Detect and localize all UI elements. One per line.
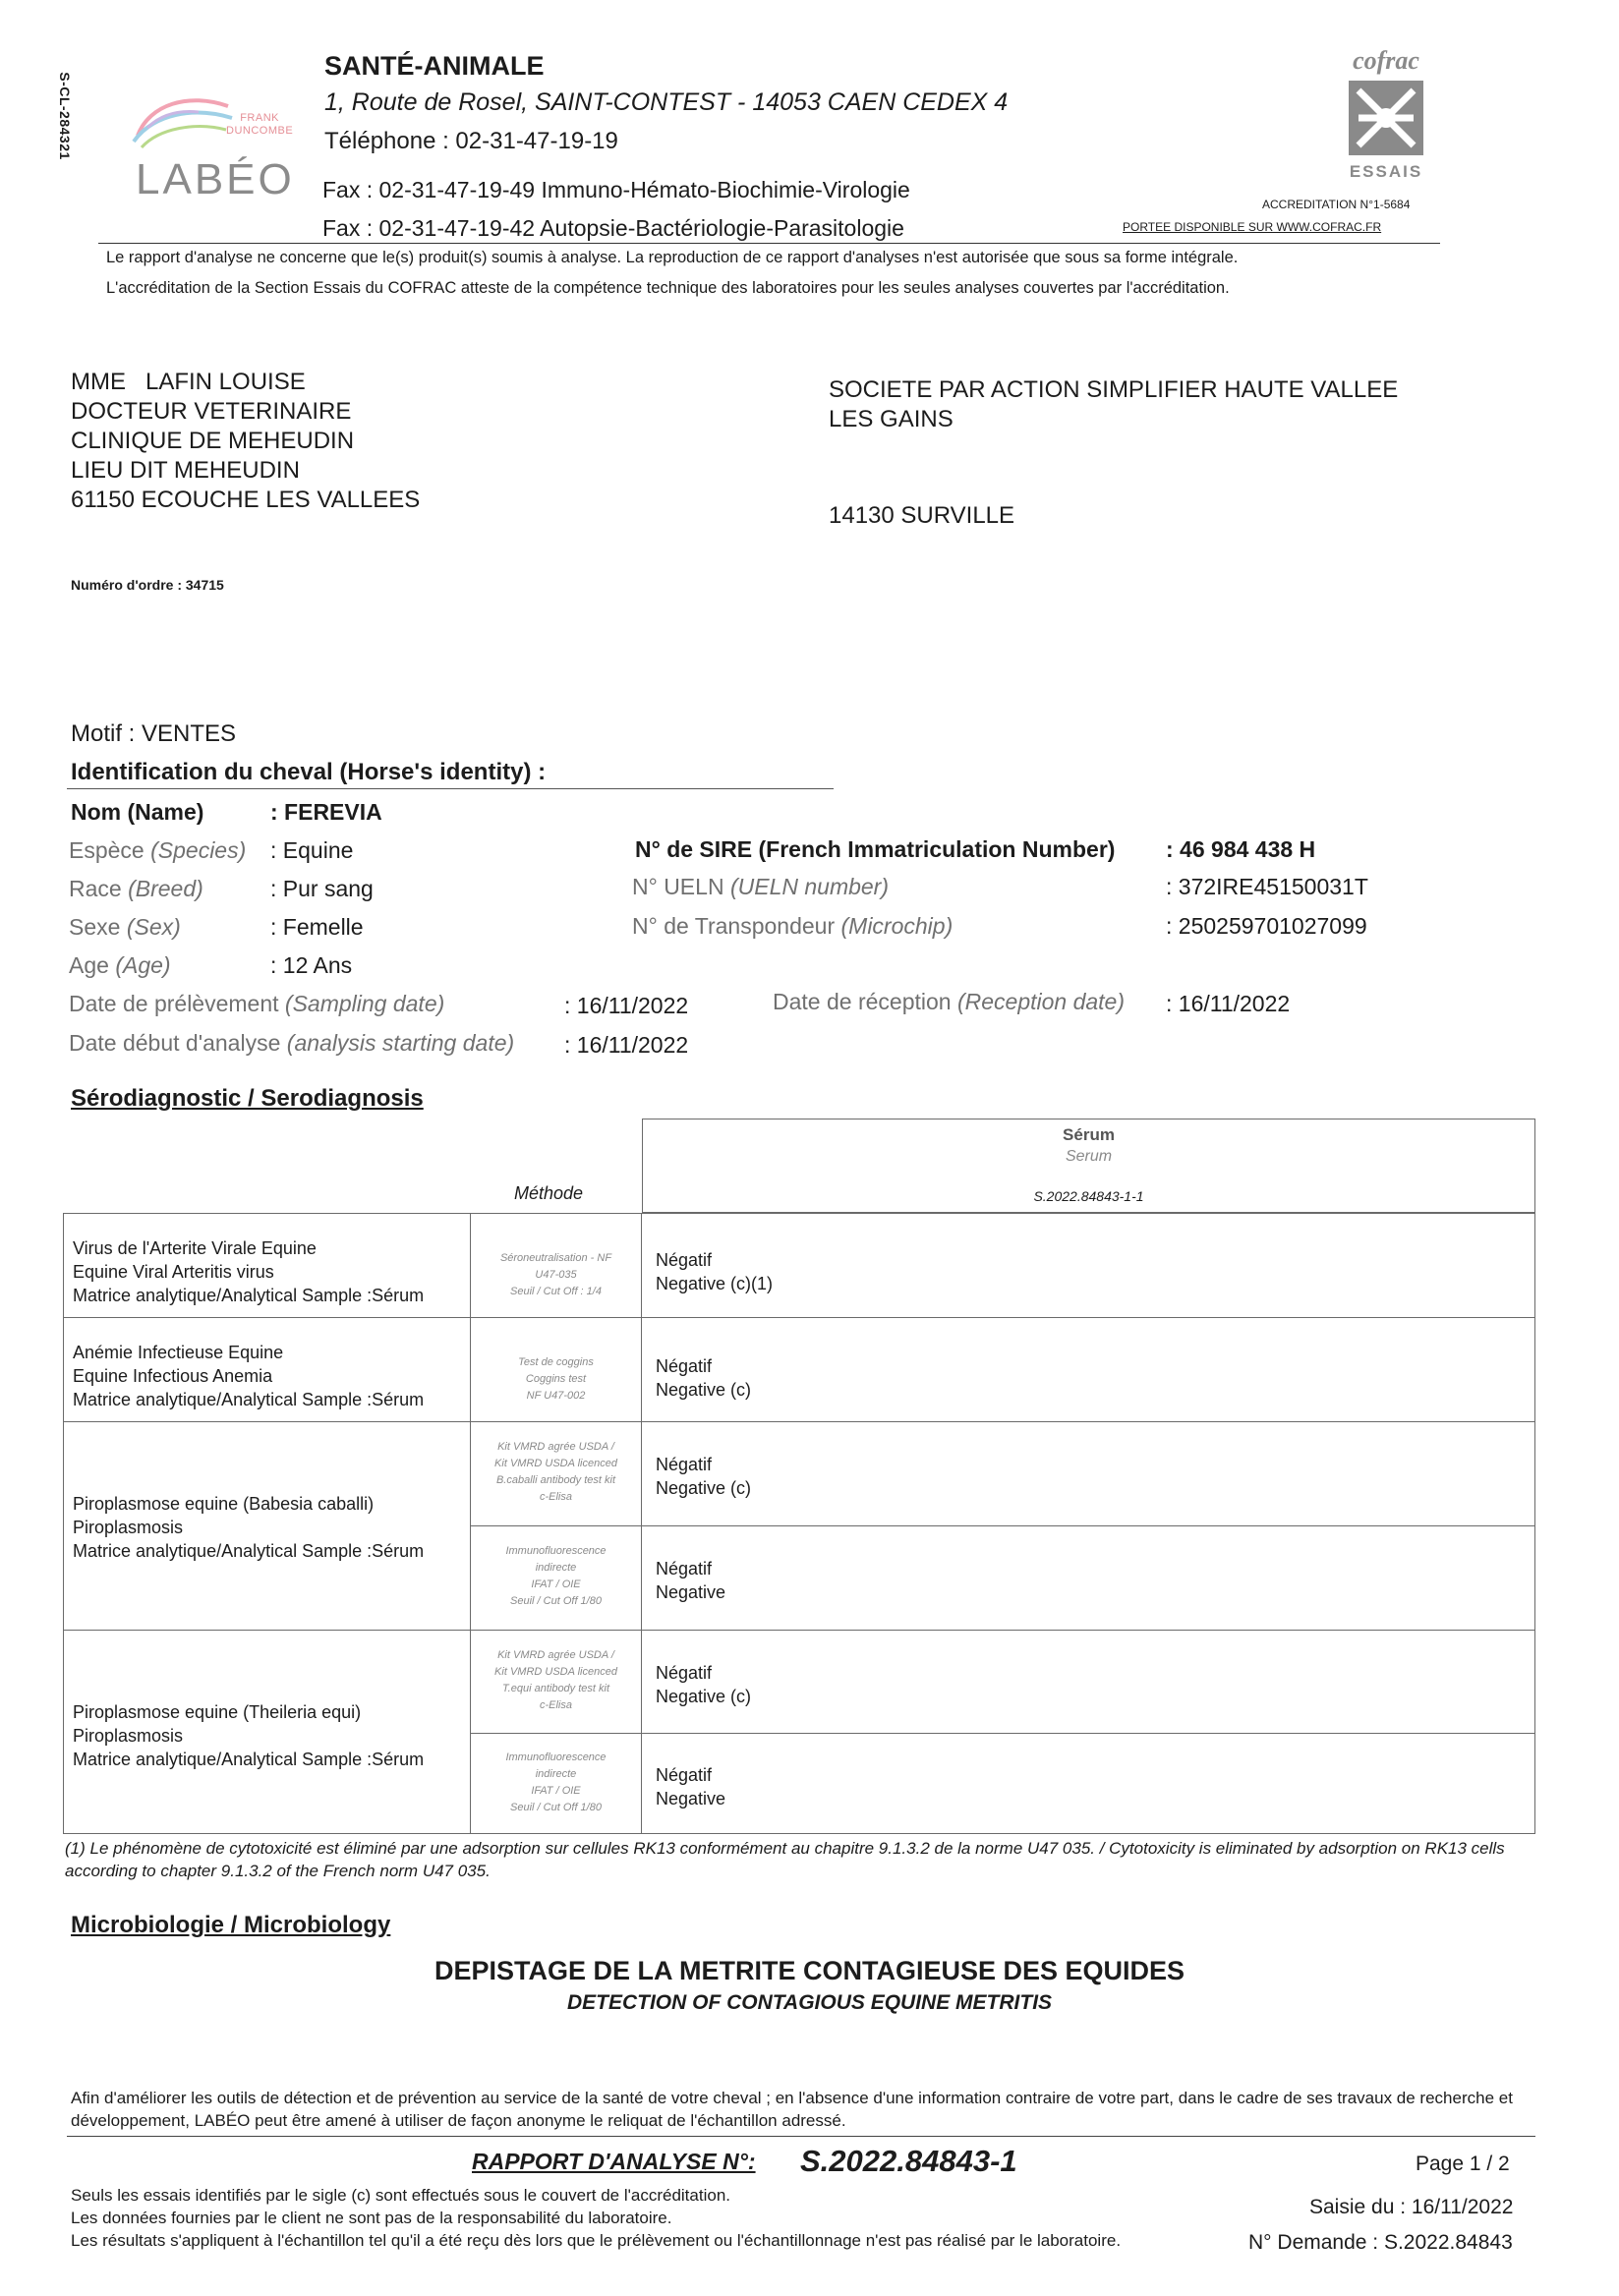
breed-value: : Pur sang <box>270 876 374 901</box>
sample-reuse-note: Afin d'améliorer les outils de détection et de prévention au service de la santé de votre cheval ; en l'absence d'une information contraire de votre part, dans le cadre de ses travaux de recherche et développement, LABÉO peut être amené à utiliser de façon anonyme le reliquat de l'échantillon adressé. <box>71 2089 1513 2130</box>
cofrac-scope-link[interactable]: PORTEE DISPONIBLE SUR WWW.COFRAC.FR <box>1123 220 1382 234</box>
entry-date: Saisie du : 16/11/2022 <box>1309 2196 1514 2218</box>
recipient-line: CLINIQUE DE MEHEUDIN <box>71 428 355 454</box>
side-reference-code: S-CL-284321 <box>57 72 73 160</box>
cofrac-essais-label: ESSAIS <box>1349 162 1423 181</box>
accreditation-disclaimer: L'accréditation de la Section Essais du COFRAC atteste de la compétence technique des laboratoires pour les seules analyses couvertes par l'accréditation. <box>106 279 1230 297</box>
cofrac-wordmark: cofrac <box>1353 47 1419 75</box>
method-text: Immunofluorescence indirecte IFAT / OIE Seuil / Cut Off 1/80 <box>505 1751 607 1813</box>
owner-line: LES GAINS <box>829 406 954 432</box>
logo-frank-duncombe: FRANK DUNCOMBE <box>226 112 294 137</box>
lab-phone: Téléphone : 02-31-47-19-19 <box>324 128 618 154</box>
owner-address <box>829 375 1398 434</box>
result-cell: Négatif Negative (c)(1) <box>656 1250 774 1293</box>
lab-fax-2: Fax : 02-31-47-19-42 Autopsie-Bactériologie-Parasitologie <box>322 215 904 241</box>
footer-note: Les résultats s'appliquent à l'échantillon tel qu'il a été reçu dès lors que le prélèvement ou l'échantillonnage n'est pas réalisé par le laboratoire. <box>71 2231 1122 2250</box>
species-value: : Equine <box>270 837 354 863</box>
age-value: : 12 Ans <box>270 952 353 978</box>
footer-divider <box>67 2136 1535 2137</box>
transponder-value: : 250259701027099 <box>1166 913 1367 939</box>
report-disclaimer: Le rapport d'analyse ne concerne que le(s) produit(s) soumis à analyse. La reproduction de ce rapport d'analyses n'est autorisée que sous sa forme intégrale. <box>106 249 1239 266</box>
request-number: N° Demande : S.2022.84843 <box>1248 2231 1513 2254</box>
result-cell: Négatif Negative (c) <box>656 1663 752 1706</box>
sampling-date-value: : 16/11/2022 <box>564 993 689 1018</box>
page-number: Page 1 / 2 <box>1416 2152 1510 2175</box>
sex-label: Sexe (Sex) <box>69 914 181 940</box>
parameter-cell: Piroplasmose equine (Babesia caballi) Piroplasmosis Matrice analytique/Analytical Sample :Sérum <box>73 1494 425 1561</box>
recipient-line: LIEU DIT MEHEUDIN <box>71 457 300 484</box>
order-number: Numéro d'ordre : 34715 <box>71 577 224 593</box>
logo-swoosh-icon <box>130 85 238 163</box>
result-cell: Négatif Negative (c) <box>656 1356 752 1400</box>
transponder-label: N° de Transpondeur (Microchip) <box>632 913 954 939</box>
parameter-cell: Piroplasmose equine (Theileria equi) Piroplasmosis Matrice analytique/Analytical Sample :Sérum <box>73 1702 425 1769</box>
breed-label: Race (Breed) <box>69 876 203 901</box>
result-cell: Négatif Negative <box>656 1765 726 1808</box>
recipient-line: MME LAFIN LOUISE <box>71 369 306 395</box>
logo-wordmark: LABÉO <box>136 155 295 203</box>
analysis-start-label: Date début d'analyse (analysis starting date) <box>69 1030 515 1056</box>
ueln-value: : 372IRE45150031T <box>1166 874 1368 899</box>
result-cell: Négatif Negative (c) <box>656 1455 752 1498</box>
name-label: Nom (Name) <box>71 799 204 825</box>
cem-title: DEPISTAGE DE LA METRITE CONTAGIEUSE DES EQUIDES <box>434 1956 1185 1985</box>
serodiagnosis-title: Sérodiagnostic / Serodiagnosis <box>71 1085 424 1112</box>
method-text: Séroneutralisation - NF U47-035 Seuil / Cut Off : 1/4 <box>499 1252 612 1297</box>
reception-date-label: Date de réception (Reception date) <box>773 989 1126 1014</box>
sample-header-en: Serum <box>1065 1148 1113 1165</box>
footer-notes <box>71 2184 1121 2252</box>
sample-id: S.2022.84843-1-1 <box>1033 1188 1144 1204</box>
identification-divider <box>67 788 834 789</box>
recipient-line: DOCTEUR VETERINAIRE <box>71 398 352 425</box>
species-label: Espèce (Species) <box>69 837 247 863</box>
reception-date-value: : 16/11/2022 <box>1166 991 1291 1016</box>
age-label: Age (Age) <box>69 952 171 978</box>
lab-address: 1, Route de Rosel, SAINT-CONTEST - 14053 CAEN CEDEX 4 <box>324 88 1009 116</box>
lab-fax-1: Fax : 02-31-47-19-49 Immuno-Hémato-Biochimie-Virologie <box>322 177 910 202</box>
method-text: Test de coggins Coggins test NF U47-002 <box>518 1356 594 1402</box>
sample-header-cell <box>642 1119 1535 1213</box>
cofrac-logo <box>1337 47 1435 185</box>
method-text: Immunofluorescence indirecte IFAT / OIE Seuil / Cut Off 1/80 <box>505 1545 607 1607</box>
sample-header: Sérum <box>1063 1125 1115 1144</box>
identification-title: Identification du cheval (Horse's identity) : <box>71 759 547 785</box>
method-header: Méthode <box>513 1183 584 1203</box>
header-divider <box>98 243 1440 244</box>
report-number-label: RAPPORT D'ANALYSE N°: <box>472 2149 756 2174</box>
labeo-logo <box>116 85 313 202</box>
recipient-line: 61150 ECOUCHE LES VALLEES <box>71 487 421 513</box>
table-footnote: (1) Le phénomène de cytotoxicité est éliminé par une adsorption sur cellules RK13 conformément au chapitre 9.1.3.2 de la norme U47 035. / Cytotoxicity is eliminated by adsorption on RK13 cells according to chapter 9.1.3.2 of the French norm U47 035. <box>65 1839 1505 1880</box>
parameter-cell: Virus de l'Arterite Virale Equine Equine Viral Arteritis virus Matrice analytique/Analytical Sample :Sérum <box>73 1238 425 1305</box>
footer-note: Les données fournies par le client ne sont pas de la responsabilité du laboratoire. <box>71 2209 672 2227</box>
accreditation-number: ACCREDITATION N°1-5684 <box>1262 198 1411 211</box>
footer-note: Seuls les essais identifiés par le sigle (c) sont effectués sous le couvert de l'accréditation. <box>71 2186 730 2205</box>
lab-name: SANTÉ-ANIMALE <box>324 51 545 81</box>
sex-value: : Femelle <box>270 914 364 940</box>
motif: Motif : VENTES <box>71 720 237 747</box>
parameter-cell: Anémie Infectieuse Equine Equine Infectious Anemia Matrice analytique/Analytical Sample :Sérum <box>73 1343 425 1409</box>
owner-city: 14130 SURVILLE <box>829 502 1015 529</box>
serodiagnosis-table <box>63 1119 1535 1834</box>
analysis-start-value: : 16/11/2022 <box>564 1032 689 1058</box>
sire-label: N° de SIRE (French Immatriculation Number) <box>635 836 1116 862</box>
method-text: Kit VMRD agrée USDA / Kit VMRD USDA licenced T.equi antibody test kit c-Elisa <box>494 1649 617 1711</box>
recipient-address <box>71 368 420 515</box>
report-number: S.2022.84843-1 <box>800 2144 1017 2178</box>
sampling-date-label: Date de prélèvement (Sampling date) <box>69 991 445 1016</box>
name-value: : FEREVIA <box>270 799 382 825</box>
sire-value: : 46 984 438 H <box>1166 836 1316 862</box>
method-text: Kit VMRD agrée USDA / Kit VMRD USDA licenced B.caballi antibody test kit c-Elisa <box>494 1441 617 1503</box>
result-cell: Négatif Negative <box>656 1559 726 1602</box>
ueln-label: N° UELN (UELN number) <box>632 874 889 899</box>
cem-subtitle: DETECTION OF CONTAGIOUS EQUINE METRITIS <box>566 1991 1053 2014</box>
owner-line: SOCIETE PAR ACTION SIMPLIFIER HAUTE VALLEE <box>829 376 1399 403</box>
microbiology-title: Microbiologie / Microbiology <box>71 1912 391 1938</box>
